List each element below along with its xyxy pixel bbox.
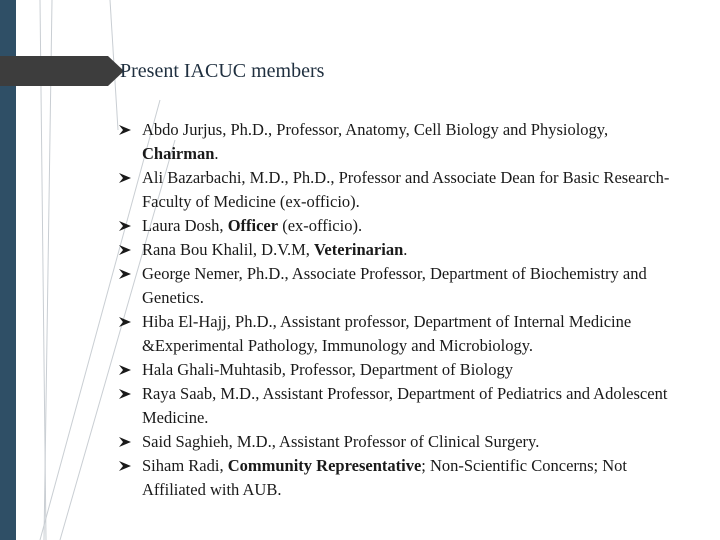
arrow-check-bullet-icon — [118, 262, 136, 286]
page-title: Present IACUC members — [120, 60, 325, 82]
list-item — [116, 166, 676, 214]
member-text: Laura Dosh, — [142, 216, 228, 235]
arrow-check-bullet-icon — [118, 430, 136, 454]
member-text: Ali Bazarbachi, M.D., Ph.D., Professor and Associate Dean for Basic Research- Faculty of Medicine (ex-officio). — [142, 168, 670, 211]
member-text: Rana Bou Khalil, D.V.M, — [142, 240, 315, 259]
arrow-check-bullet-icon — [118, 454, 136, 478]
list-item — [116, 382, 676, 430]
arrow-check-bullet-icon — [118, 166, 136, 190]
member-role: Chairman — [142, 144, 215, 163]
arrow-check-bullet-icon — [118, 238, 136, 262]
member-suffix: ; Non-Scientific Concerns; Not Affiliated with AUB. — [142, 456, 628, 499]
list-item — [116, 238, 676, 262]
member-text: Abdo Jurjus, Ph.D., Professor, Anatomy, Cell Biology and Physiology, — [142, 120, 609, 139]
arrow-check-bullet-icon — [118, 118, 136, 142]
arrow-check-bullet-icon — [118, 358, 136, 382]
list-item — [116, 430, 676, 454]
arrow-check-bullet-icon — [118, 214, 136, 238]
member-suffix: (ex-officio). — [278, 216, 363, 235]
list-item — [116, 214, 676, 238]
member-suffix: . — [403, 240, 408, 259]
list-item — [116, 454, 676, 502]
title-band — [0, 56, 108, 86]
member-text: Said Saghieh, M.D., Assistant Professor of Clinical Surgery. — [142, 432, 540, 451]
member-role: Community Representative — [227, 456, 422, 475]
member-list — [116, 118, 676, 502]
list-item — [116, 358, 676, 382]
arrow-check-bullet-icon — [118, 310, 136, 334]
member-text: Raya Saab, M.D., Assistant Professor, Department of Pediatrics and Adolescent Medicine. — [142, 384, 668, 427]
list-item — [116, 310, 676, 358]
list-item — [116, 262, 676, 310]
member-text: George Nemer, Ph.D., Associate Professor, Department of Biochemistry and Genetics. — [142, 264, 647, 307]
member-text: Hala Ghali-Muhtasib, Professor, Department of Biology — [142, 360, 513, 379]
list-item — [116, 118, 676, 166]
member-text: Siham Radi, — [142, 456, 228, 475]
arrow-check-bullet-icon — [118, 382, 136, 406]
member-text: Hiba El-Hajj, Ph.D., Assistant professor, Department of Internal Medicine &Experimental Pathology, Immunology and Microbiology. — [142, 312, 632, 355]
member-role: Veterinarian — [314, 240, 404, 259]
member-role: Officer — [227, 216, 279, 235]
member-suffix: . — [214, 144, 219, 163]
